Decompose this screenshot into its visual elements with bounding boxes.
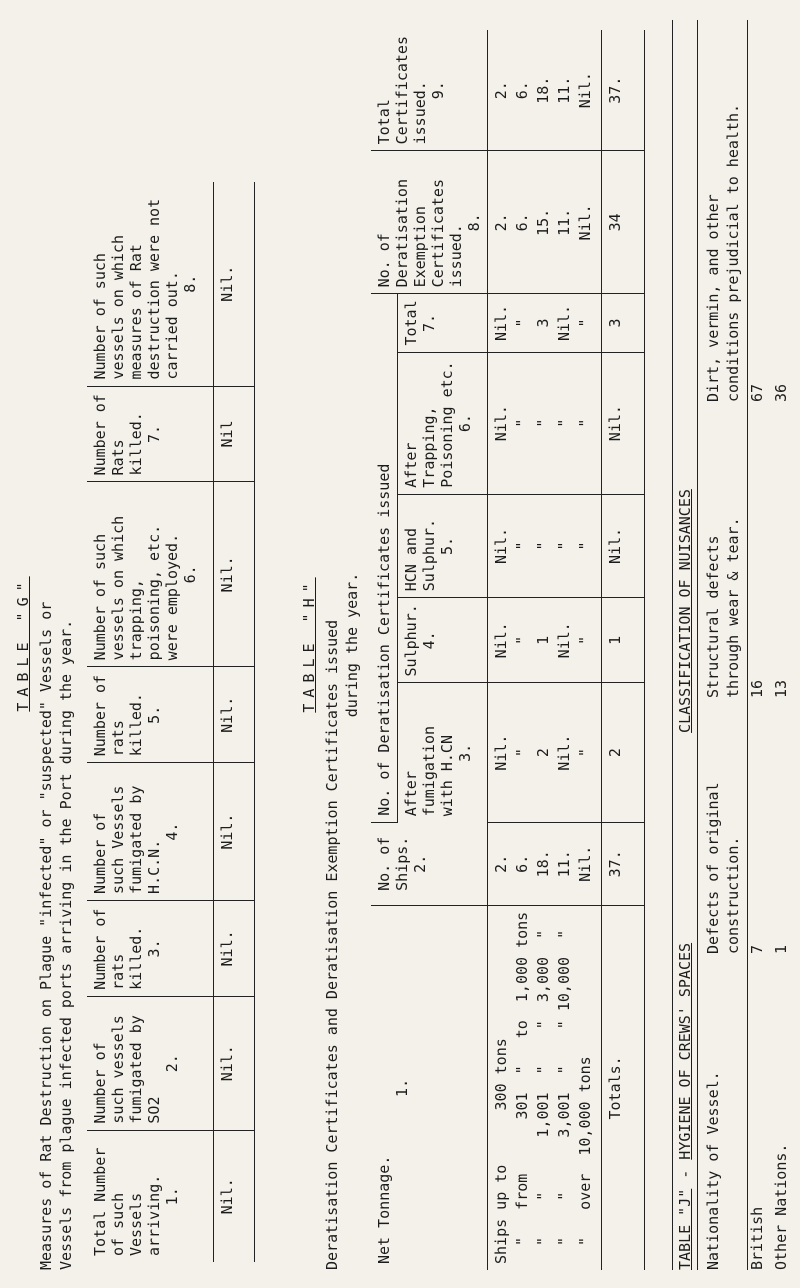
table-h-col-ships: No. of Ships. 2. (371, 822, 488, 905)
table-j-name: TABLE "J" (676, 1188, 694, 1270)
table-h-total-hcn-sulphur: Nil. (601, 494, 644, 598)
table-h-total-sulphur: 1 (601, 598, 644, 683)
table-h-title-line-2: during the year. (343, 572, 362, 718)
table-h-body-row (487, 30, 601, 1270)
table-h (371, 30, 645, 1270)
table-h-col-total: Total 7. (398, 294, 487, 352)
table-j-row (747, 20, 768, 1270)
table-h-col-exemption: No. of Deratisation Exemption Certificates issued. 8. (371, 151, 488, 294)
table-g-col-2: Number of such vessels fumigated by SO2 2. (87, 996, 214, 1130)
table-h-trapping-cell: Nil. " " " " (487, 352, 601, 494)
table-h-total-exemption: 34 (601, 151, 644, 294)
table-g-name: TABLE "G" (14, 576, 32, 712)
table-h-col-sulphur: Sulphur. 4. (398, 598, 487, 683)
table-j-dash: - (676, 1169, 694, 1179)
table-g-cell: Nil. (213, 482, 254, 667)
table-j-row (772, 20, 792, 1270)
table-g-title-line-2: Vessels from plague infected ports arriving in the Port during the year. (57, 619, 76, 1270)
table-h-hcn-cell: Nil. " 2 Nil. " (487, 683, 601, 822)
table-h-col-trapping: After Trapping, Poisoning etc. 6. (398, 352, 487, 494)
table-g (87, 182, 255, 1262)
table-g-value-row (213, 182, 254, 1262)
table-g-col-1: Total Number of such Vessels arriving. 1. (87, 1130, 214, 1262)
table-h-tonnage-cell: Ships up to 300 tons " from 301 " to 1,000 tons " " 1,001 " " 3,000 " " " 3,001 " " 10,000 " " over 10,000 tons (491, 911, 594, 1264)
table-j-header (672, 20, 698, 1270)
table-j-defects: 1 (771, 944, 790, 954)
table-h-total-certs-cell: 2. 6. 18. 11. Nil. (487, 30, 601, 151)
table-h-total-hcn: 2 (601, 683, 644, 822)
table-j-col-nationality: Nationality of Vessel. (704, 1071, 722, 1270)
table-g-cell: Nil. (213, 763, 254, 901)
table-j-title-classification: CLASSIFICATION OF NUISANCES (676, 489, 694, 733)
table-g-col-8: Number of such vessels on which measures of Rat destruction were not carried out. 8. (87, 182, 214, 386)
table-g-cell: Nil. (213, 1130, 254, 1262)
table-j-nationality: British (748, 1206, 766, 1270)
table-j-block (672, 20, 791, 1270)
table-h-total-trapping: Nil. (601, 352, 644, 494)
table-g-col-6: Number of such vessels on which trapping, poisoning, etc. were employed. 6. (87, 482, 214, 667)
table-g-col-3: Number of rats killed. 3. (87, 900, 214, 996)
table-j-dirt: 36 (771, 383, 790, 402)
table-g-col-5: Number of rats killed. 5. (87, 667, 214, 763)
table-g-header-row (87, 182, 214, 1262)
table-h-group-header: No. of Deratisation Certificates issued (371, 294, 398, 822)
table-g-col-7: Number of Rats killed. 7. (87, 386, 214, 482)
table-g-cell: Nil. (213, 900, 254, 996)
table-g-cell: Nil (213, 386, 254, 482)
table-h-total-cell: Nil. " 3 Nil. " (487, 294, 601, 352)
table-h-col-hcn-sulphur: HCN and Sulphur. 5. (398, 494, 487, 598)
table-j-col-structural: Structural defects through wear & tear. (704, 517, 742, 698)
table-h-title-line-1: Deratisation Certificates and Deratisation Exemption Certificates issued (323, 619, 341, 1270)
table-h-exemption-cell: 2. 6. 15. 11. Nil. (487, 151, 601, 294)
table-h-block (300, 20, 645, 1270)
table-j-nationality: Other Nations. (771, 1143, 790, 1270)
table-g-col-4: Number of such Vessels fumigated by H.C.N. 4. (87, 763, 214, 901)
table-j-column-headers (704, 20, 743, 1270)
table-h-totals-label: Totals. (601, 905, 644, 1270)
table-g-title-line-1: Measures of Rat Destruction on Plague "infected" or "suspected" Vessels or (37, 601, 55, 1270)
table-h-total-certs-sum: 37. (601, 30, 644, 151)
table-j-col-defects: Defects of original construction. (704, 782, 742, 954)
table-g-title (36, 18, 77, 1270)
table-g-block (14, 18, 255, 1270)
table-h-sulphur-cell: Nil. " 1 Nil. " (487, 598, 601, 683)
table-h-totals-row (601, 30, 644, 1270)
table-j-title-hygiene: HYGIENE OF CREWS' SPACES (676, 942, 694, 1160)
table-j-structural: 16 (748, 679, 766, 698)
table-g-cell: Nil. (213, 996, 254, 1130)
table-h-col-hcn: After fumigation with H.CN 3. (398, 683, 487, 822)
table-j-structural: 13 (771, 679, 790, 698)
table-h-col-tonnage: Net Tonnage. 1. (371, 905, 488, 1270)
table-h-ships-cell: 2. 6. 18. 11. Nil. (487, 822, 601, 905)
table-j-defects: 7 (748, 944, 766, 954)
table-h-title (322, 20, 363, 1270)
table-g-cell: Nil. (213, 667, 254, 763)
table-h-total-total: 3 (601, 294, 644, 352)
table-h-total-ships: 37. (601, 822, 644, 905)
table-j-col-dirt: Dirt, vermin, and other conditions prejudicial to health. (704, 103, 742, 402)
table-h-group-header-row (371, 30, 398, 1270)
table-h-col-total-certs: Total Certificates issued. 9. (371, 30, 488, 151)
table-g-cell: Nil. (213, 182, 254, 386)
table-h-name: TABLE "H" (300, 577, 318, 713)
table-j-dirt: 67 (748, 383, 766, 402)
table-h-hcn-sulphur-cell: Nil. " " " " (487, 494, 601, 598)
